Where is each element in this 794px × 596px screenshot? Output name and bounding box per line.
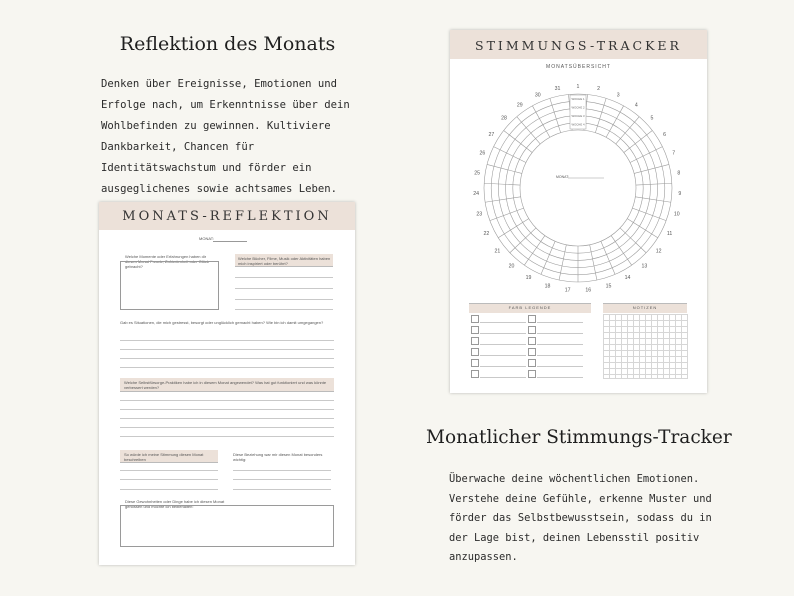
wheel-spoke bbox=[636, 183, 672, 185]
legend-line[interactable] bbox=[480, 344, 526, 345]
wheel-spoke bbox=[624, 130, 652, 152]
day-label-8: 8 bbox=[677, 170, 681, 177]
wheel-spoke bbox=[504, 130, 532, 152]
q4-line[interactable] bbox=[120, 400, 334, 401]
wheel-spoke bbox=[559, 245, 566, 280]
day-label-3: 3 bbox=[616, 92, 620, 99]
week-label: WOCHE 3 bbox=[571, 114, 585, 118]
q2-line[interactable] bbox=[235, 309, 333, 310]
q3-line[interactable] bbox=[120, 349, 334, 350]
legend-color-box[interactable] bbox=[471, 348, 479, 356]
q3-line[interactable] bbox=[120, 358, 334, 359]
day-label-27: 27 bbox=[488, 132, 495, 139]
day-label-1: 1 bbox=[576, 84, 580, 90]
reflection-sheet-title: MONATS-REFLEKTION bbox=[122, 209, 332, 224]
wheel-spoke bbox=[620, 228, 646, 253]
reflection-sheet bbox=[99, 202, 355, 565]
day-label-14: 14 bbox=[624, 275, 631, 282]
reflection-month-line[interactable] bbox=[213, 241, 247, 242]
wheel-spoke bbox=[532, 106, 549, 137]
legend-line[interactable] bbox=[480, 333, 526, 334]
q1-answer-box[interactable] bbox=[120, 261, 219, 310]
q6-line[interactable] bbox=[233, 479, 331, 480]
q3-line[interactable] bbox=[120, 367, 334, 368]
notes-grid[interactable] bbox=[603, 314, 688, 379]
wheel-spoke bbox=[606, 106, 623, 137]
week-label: WOCHE 4 bbox=[571, 122, 585, 127]
q5-line[interactable] bbox=[120, 479, 218, 480]
legend-line[interactable] bbox=[537, 333, 583, 334]
q4-line[interactable] bbox=[120, 418, 334, 419]
q5-line[interactable] bbox=[120, 470, 218, 471]
day-label-18: 18 bbox=[544, 283, 551, 290]
legend-line[interactable] bbox=[537, 366, 583, 367]
day-label-22: 22 bbox=[483, 230, 490, 237]
q3-text: Gab es Situationen, die mich gestresst, besorgt oder unglücklich gemacht haben? Wie bin ich damit umgegangen? bbox=[120, 320, 324, 325]
day-label-11: 11 bbox=[666, 230, 673, 237]
legend-color-box[interactable] bbox=[528, 370, 536, 378]
day-label-4: 4 bbox=[634, 102, 638, 109]
day-label-25: 25 bbox=[474, 170, 481, 177]
wheel-ring bbox=[506, 115, 654, 261]
wheel-spoke bbox=[590, 245, 597, 280]
day-label-20: 20 bbox=[508, 263, 515, 270]
q5-line[interactable] bbox=[120, 489, 218, 490]
right-section-title: Monatlicher Stimmungs-Tracker bbox=[426, 427, 732, 448]
legend-line[interactable] bbox=[480, 355, 526, 356]
legend-line[interactable] bbox=[537, 355, 583, 356]
legend-line[interactable] bbox=[537, 377, 583, 378]
q7-text: Diese Gewohnheiten oder Dinge habe ich diesen Monat genossen und möchte ich beibehalten: bbox=[125, 499, 225, 509]
q6-line[interactable] bbox=[233, 489, 331, 490]
day-label-6: 6 bbox=[663, 132, 667, 139]
q2-text: Welche Bücher, Filme, Musik oder Aktivitäten haben mich inspiriert oder berührt? bbox=[238, 256, 331, 266]
day-label-5: 5 bbox=[650, 115, 654, 122]
wheel-ring bbox=[520, 130, 636, 246]
legend-color-box[interactable] bbox=[471, 370, 479, 378]
q3-line[interactable] bbox=[120, 340, 334, 341]
legend-color-box[interactable] bbox=[528, 315, 536, 323]
q6-text: Diese Beziehung war mir diesen Monat besonders wichtig: bbox=[233, 452, 323, 462]
day-label-23: 23 bbox=[476, 211, 483, 218]
day-label-16: 16 bbox=[585, 287, 592, 294]
reflection-month-label: MONAT: bbox=[199, 236, 214, 241]
day-label-24: 24 bbox=[473, 191, 480, 198]
left-section-title: Reflektion des Monats bbox=[119, 33, 336, 55]
q2-line[interactable] bbox=[235, 277, 333, 278]
day-label-7: 7 bbox=[672, 150, 676, 157]
tracker-sheet bbox=[450, 30, 707, 393]
q4-line[interactable] bbox=[120, 427, 334, 428]
day-label-2: 2 bbox=[597, 86, 600, 93]
legend-color-box[interactable] bbox=[471, 337, 479, 345]
legend-line[interactable] bbox=[537, 344, 583, 345]
week-label: WOCHE 1 bbox=[571, 97, 585, 101]
tracker-month-label: MONAT: bbox=[556, 175, 569, 179]
day-label-21: 21 bbox=[494, 248, 501, 255]
q2-line[interactable] bbox=[235, 288, 333, 289]
day-label-30: 30 bbox=[534, 92, 541, 99]
day-label-15: 15 bbox=[605, 283, 612, 290]
notes-title: NOTIZEN bbox=[632, 305, 658, 310]
legend-color-box[interactable] bbox=[528, 359, 536, 367]
wheel-spoke bbox=[485, 197, 521, 202]
legend-title: FARB LEGENDE bbox=[508, 305, 552, 310]
legend-line[interactable] bbox=[537, 322, 583, 323]
q6-line[interactable] bbox=[233, 470, 331, 471]
legend-color-box[interactable] bbox=[528, 326, 536, 334]
day-label-10: 10 bbox=[673, 211, 680, 218]
wheel-spoke bbox=[616, 117, 639, 144]
right-section-description: Überwache deine wöchentlichen Emotionen. Verstehe deine Gefühle, erkenne Muster und förder das Selbstbewusstsein, sodass du in der Lage bist, deinen Lebensstil positiv anzupassen. bbox=[449, 473, 712, 563]
q7-answer-box[interactable] bbox=[120, 505, 334, 547]
wheel-spoke bbox=[494, 147, 526, 163]
tracker-subtitle: MONATSÜBERSICHT bbox=[546, 64, 611, 70]
legend-color-box[interactable] bbox=[528, 348, 536, 356]
legend-color-box[interactable] bbox=[471, 326, 479, 334]
tracker-sheet-title: STIMMUNGS-TRACKER bbox=[475, 38, 682, 53]
wheel-spoke bbox=[635, 197, 671, 202]
day-label-17: 17 bbox=[564, 287, 571, 294]
q4-line[interactable] bbox=[120, 436, 334, 437]
mood-wheel[interactable] bbox=[450, 75, 707, 315]
week-label: WOCHE 2 bbox=[571, 105, 585, 110]
left-section-description: Denken über Ereignisse, Emotionen und Erfolge nach, um Erkenntnisse über dein Wohlbefinden zu gewinnen. Kultiviere Dankbarkeit, Chancen für Identitätswachstum und förder ein ausgeglichenes sowie achtsames Leben. bbox=[101, 78, 350, 195]
wheel-spoke bbox=[484, 183, 520, 185]
legend-line[interactable] bbox=[480, 322, 526, 323]
legend-line[interactable] bbox=[480, 366, 526, 367]
day-label-26: 26 bbox=[479, 150, 486, 157]
wheel-spoke bbox=[517, 117, 540, 144]
day-label-19: 19 bbox=[525, 275, 532, 282]
wheel-ring bbox=[513, 123, 643, 253]
day-label-28: 28 bbox=[501, 115, 507, 122]
day-label-9: 9 bbox=[678, 191, 682, 198]
q4-line[interactable] bbox=[120, 409, 334, 410]
day-label-29: 29 bbox=[516, 102, 523, 109]
legend-color-box[interactable] bbox=[471, 315, 479, 323]
q4-text: Welche Selbstfürsorge-Praktiken habe ich in diesem Monat angewendet? Was hat gut funktioniert und was könnte verbessert werden? bbox=[124, 380, 327, 390]
day-label-13: 13 bbox=[641, 263, 648, 270]
q2-line[interactable] bbox=[235, 299, 333, 300]
day-label-31: 31 bbox=[554, 86, 561, 93]
wheel-spoke bbox=[630, 147, 662, 163]
q1-text: Welche Momente oder Erfahrungen haben dir diesen Monat Freude, Zufriedenheit oder Glück gebracht? bbox=[125, 254, 209, 269]
legend-line[interactable] bbox=[480, 377, 526, 378]
day-label-12: 12 bbox=[655, 248, 662, 255]
legend-color-box[interactable] bbox=[471, 359, 479, 367]
legend-color-box[interactable] bbox=[528, 337, 536, 345]
q5-text: So würde ich meine Stimmung diesen Monat beschreiben bbox=[124, 452, 204, 462]
wheel-spoke bbox=[510, 228, 536, 253]
